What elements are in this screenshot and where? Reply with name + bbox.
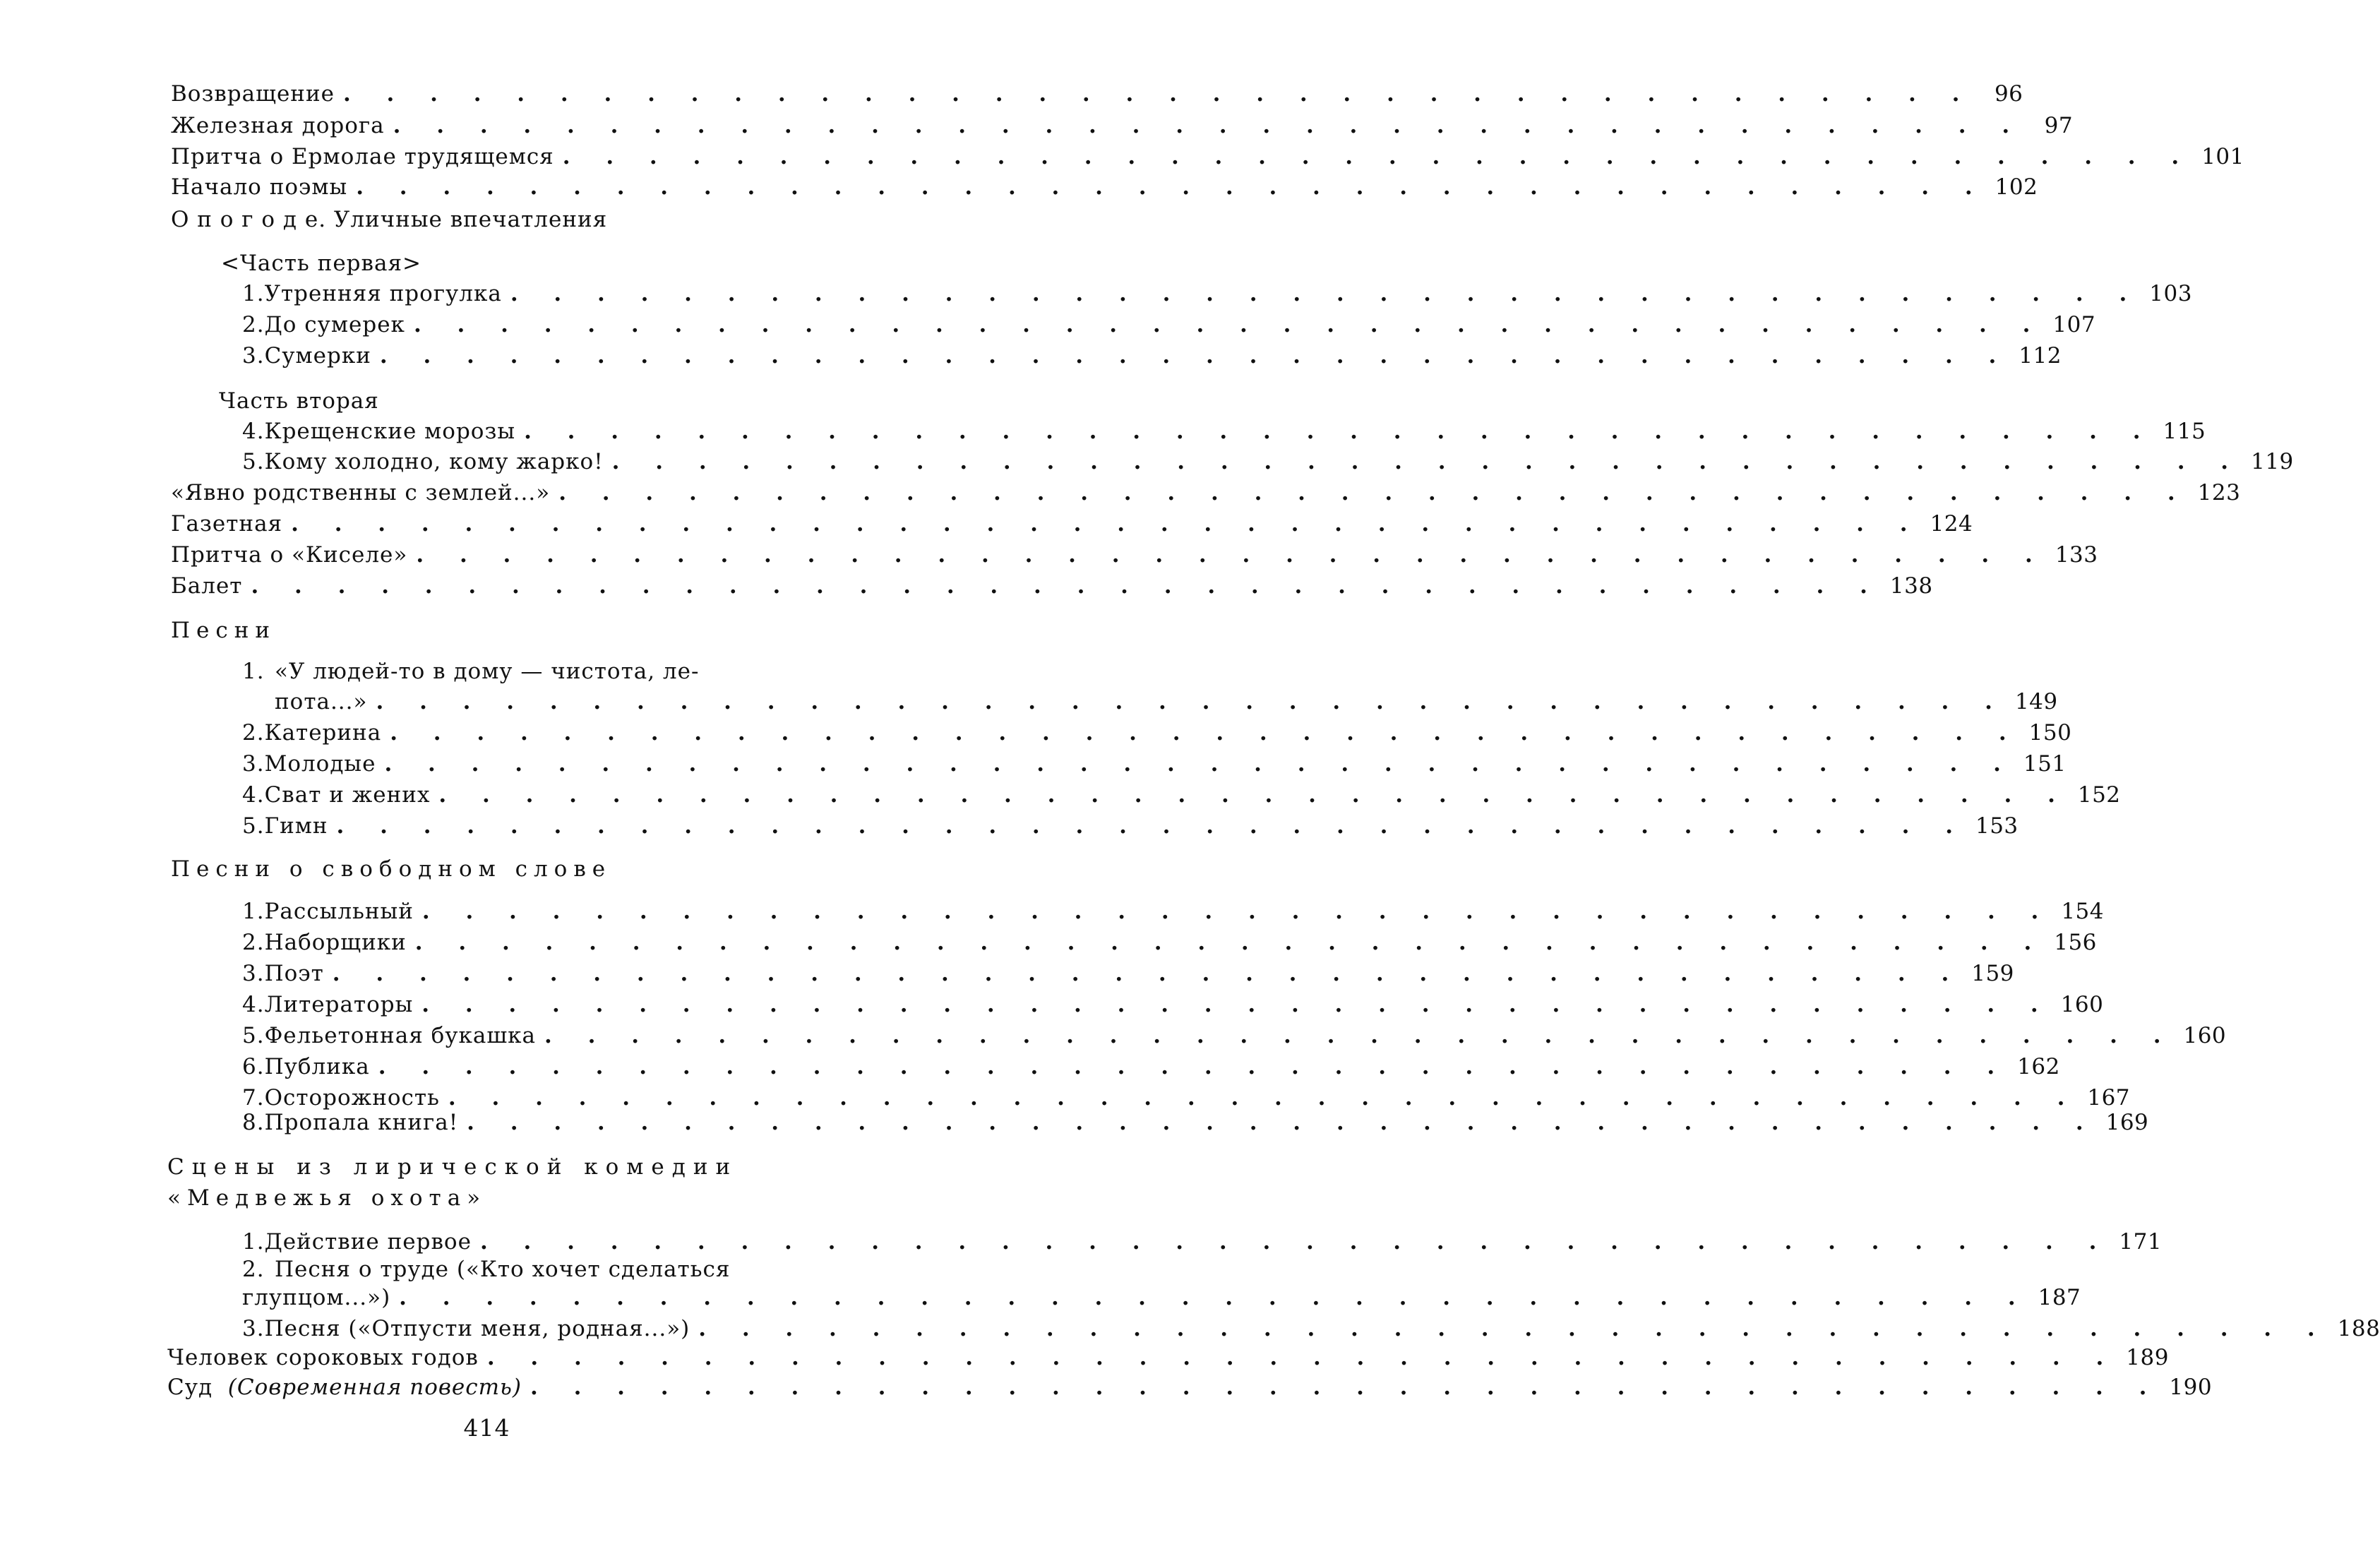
dot-leader: . . . . . . . . . . . . . . . . . . . . . . . . . . . . . . . . . . . . . . bbox=[524, 419, 2155, 444]
entry-page: 160 bbox=[2183, 1023, 2227, 1048]
dot-leader: . . . . . . . . . . . . . . . . . . . . . . . . . . . . . . . . . . . . . . bbox=[698, 1316, 2329, 1341]
toc-entry bbox=[171, 140, 2244, 173]
toc-entry bbox=[171, 78, 2023, 110]
toc-entry bbox=[167, 1341, 2169, 1374]
entry-title: Катерина bbox=[264, 720, 382, 746]
dot-leader: . . . . . . . . . . . . . . . . . . . . . . . . . . . . . . . . . . . . . . bbox=[479, 1229, 2111, 1255]
dot-leader: . . . . . . . . . . . . . . . . . . . . . . . . . . . . . . . . . . . . . . bbox=[390, 720, 2021, 746]
entry-number: 1. bbox=[242, 899, 265, 924]
entry-title: Осторожность bbox=[264, 1085, 440, 1111]
dot-leader: . . . . . . . . . . . . . . . . . . . . . . . . . . . . . . . . . . . . . . bbox=[291, 511, 1922, 537]
entry-page: 102 bbox=[1995, 174, 2038, 200]
entry-page: 123 bbox=[2197, 480, 2241, 505]
entry-number: 1. bbox=[242, 281, 265, 306]
dot-leader: . . . . . . . . . . . . . . . . . . . . . . . . . . . . . . . . . . . . . . bbox=[562, 144, 2194, 169]
entry-number: 4. bbox=[242, 992, 265, 1017]
entry-title: Песня о труде («Кто хочет сделаться bbox=[275, 1257, 731, 1282]
entry-page: 167 bbox=[2087, 1085, 2131, 1111]
entry-page: 159 bbox=[1971, 961, 2014, 986]
toc-entry bbox=[242, 1051, 2060, 1083]
toc-entry bbox=[242, 655, 734, 688]
entry-page: 152 bbox=[2077, 782, 2121, 808]
dot-leader: . . . . . . . . . . . . . . . . . . . . . . . . . . . . . . . . . . . . . . bbox=[448, 1085, 2079, 1111]
entry-title: Поэт bbox=[264, 961, 324, 986]
entry-number: 4. bbox=[242, 419, 265, 444]
entry-number: 3. bbox=[242, 961, 265, 986]
dot-leader: . . . . . . . . . . . . . . . . . . . . . . . . . . . . . . . . . . . . . . bbox=[332, 961, 1963, 986]
entry-title: Балет bbox=[171, 573, 243, 599]
toc-entry bbox=[242, 340, 2062, 372]
dot-leader: . . . . . . . . . . . . . . . . . . . . . . . . . . . . . . . . . . . . . . bbox=[376, 689, 2007, 714]
toc-entry bbox=[242, 717, 2072, 749]
toc-entry bbox=[242, 810, 2019, 842]
toc-entry bbox=[171, 539, 2098, 571]
entry-title: Литераторы bbox=[264, 992, 414, 1017]
dot-leader: . . . . . . . . . . . . . . . . . . . . . . . . . . . . . . . . . . . . . . bbox=[379, 343, 2011, 369]
entry-page: 124 bbox=[1930, 511, 1973, 537]
entry-number: 3. bbox=[242, 751, 265, 777]
toc-entry bbox=[275, 686, 2058, 718]
toc-entry bbox=[242, 895, 2104, 928]
entry-number: 7. bbox=[242, 1085, 265, 1111]
entry-title: пота...» bbox=[275, 689, 368, 714]
entry-page: 101 bbox=[2201, 144, 2244, 169]
dot-leader: . . . . . . . . . . . . . . . . . . . . . . . . . . . . . . . . . . . . . . bbox=[611, 449, 2243, 474]
toc-entry bbox=[242, 748, 2067, 780]
section-heading: Песни bbox=[171, 618, 277, 643]
section-heading: Сцены из лирической комедии bbox=[167, 1154, 738, 1180]
toc-entry bbox=[242, 988, 2104, 1021]
entry-title: Наборщики bbox=[264, 930, 407, 955]
dot-leader: . . . . . . . . . . . . . . . . . . . . . . . . . . . . . . . . . . . . . . bbox=[510, 281, 2141, 306]
part-heading: <Часть первая> bbox=[221, 251, 421, 276]
entry-number: 6. bbox=[242, 1054, 265, 1079]
dot-leader: . . . . . . . . . . . . . . . . . . . . . . . . . . . . . . . . . . . . . . bbox=[530, 1375, 2161, 1400]
entry-page: 133 bbox=[2055, 542, 2098, 568]
dot-leader: . . . . . . . . . . . . . . . . . . . . . . . . . . . . . . . . . . . . . . bbox=[378, 1054, 2009, 1079]
entry-page: 103 bbox=[2149, 281, 2192, 306]
entry-page: 107 bbox=[2052, 312, 2096, 337]
entry-title: До сумерек bbox=[264, 312, 405, 337]
entry-title: Сват и жених bbox=[264, 782, 431, 808]
section-heading: Песни о свободном слове bbox=[171, 856, 612, 882]
entry-subtitle: (Современная повесть) bbox=[227, 1375, 522, 1400]
entry-number: 5. bbox=[242, 813, 265, 839]
dot-leader: . . . . . . . . . . . . . . . . . . . . . . . . . . . . . . . . . . . . . . bbox=[413, 312, 2045, 337]
entry-number: 5. bbox=[242, 449, 265, 474]
entry-page: 153 bbox=[1975, 813, 2019, 839]
entry-page: 112 bbox=[2019, 343, 2062, 369]
entry-page: 154 bbox=[2061, 899, 2104, 924]
section-heading: «Медвежья охота» bbox=[167, 1185, 487, 1211]
entry-title: Сумерки bbox=[264, 343, 371, 369]
toc-entry bbox=[171, 508, 1973, 540]
entry-title: Фельетонная букашка bbox=[264, 1023, 537, 1048]
page-number: 414 bbox=[463, 1414, 510, 1442]
toc-entry bbox=[167, 1371, 2213, 1404]
toc-entry bbox=[242, 957, 2014, 990]
toc-entry bbox=[171, 109, 2074, 142]
entry-page: 187 bbox=[2038, 1285, 2081, 1310]
entry-page: 162 bbox=[2017, 1054, 2060, 1079]
toc-entry bbox=[242, 1019, 2227, 1052]
entry-title: «Явно родственны с землей...» bbox=[171, 480, 551, 505]
entry-title: Утренняя прогулка bbox=[264, 281, 502, 306]
entry-number: 2. bbox=[242, 720, 265, 746]
entry-number: 5. bbox=[242, 1023, 265, 1048]
entry-page: 160 bbox=[2060, 992, 2104, 1017]
dot-leader: . . . . . . . . . . . . . . . . . . . . . . . . . . . . . . . . . . . . . . bbox=[399, 1285, 2030, 1310]
dot-leader: . . . . . . . . . . . . . . . . . . . . . . . . . . . . . . . . . . . . . . bbox=[421, 992, 2052, 1017]
toc-entry bbox=[242, 926, 2097, 959]
entry-title: Притча о «Киселе» bbox=[171, 542, 408, 568]
entry-title: глупцом...») bbox=[242, 1285, 391, 1310]
entry-title: Публика bbox=[264, 1054, 370, 1079]
entry-page: 150 bbox=[2028, 720, 2072, 746]
entry-page: 149 bbox=[2014, 689, 2058, 714]
toc-entry bbox=[171, 171, 2038, 203]
toc-entry bbox=[242, 1106, 2149, 1139]
entry-number: 4. bbox=[242, 782, 265, 808]
entry-number: 2. bbox=[242, 312, 265, 337]
entry-number: 1. bbox=[242, 1229, 265, 1255]
toc-entry bbox=[242, 445, 2294, 478]
entry-number: 2. bbox=[242, 930, 265, 955]
dot-leader: . . . . . . . . . . . . . . . . . . . . . . . . . . . . . . . . . . . . . . bbox=[251, 573, 1882, 599]
entry-number: 3. bbox=[242, 1316, 265, 1341]
toc-entry bbox=[242, 779, 2121, 811]
entry-page: 96 bbox=[1994, 81, 2023, 107]
entry-title: Возвращение bbox=[171, 81, 335, 107]
entry-page: 190 bbox=[2169, 1375, 2213, 1400]
dot-leader: . . . . . . . . . . . . . . . . . . . . . . . . . . . . . . . . . . . . . . bbox=[384, 751, 2015, 777]
entry-title-main: Суд bbox=[167, 1375, 213, 1400]
entry-page: 151 bbox=[2023, 751, 2067, 777]
entry-title: Гимн bbox=[264, 813, 328, 839]
entry-title: Молодые bbox=[264, 751, 376, 777]
entry-title: «У людей-то в дому — чистота, ле- bbox=[275, 659, 700, 684]
entry-title: Кому холодно, кому жарко! bbox=[264, 449, 604, 474]
entry-title: Газетная bbox=[171, 511, 283, 537]
dot-leader: . . . . . . . . . . . . . . . . . . . . . . . . . . . . . . . . . . . . . . bbox=[438, 782, 2069, 808]
entry-number: 1. bbox=[242, 659, 265, 684]
entry-page: 97 bbox=[2044, 113, 2074, 138]
entry-title: Начало поэмы bbox=[171, 174, 348, 200]
dot-leader: . . . . . . . . . . . . . . . . . . . . . . . . . . . . . . . . . . . . . . bbox=[486, 1345, 2118, 1370]
entry-title: Песня («Отпусти меня, родная...») bbox=[264, 1316, 690, 1341]
dot-leader: . . . . . . . . . . . . . . . . . . . . . . . . . . . . . . . . . . . . . . bbox=[421, 899, 2053, 924]
entry-page: 189 bbox=[2126, 1345, 2169, 1370]
entry-page: 171 bbox=[2119, 1229, 2163, 1255]
toc-entry bbox=[242, 309, 2096, 341]
entry-number: 3. bbox=[242, 343, 265, 369]
toc-entry bbox=[242, 1312, 2380, 1345]
section-heading: О п о г о д е. Уличные впечатления bbox=[171, 207, 608, 232]
entry-number: 2. bbox=[242, 1257, 265, 1282]
entry-title: Притча о Ермолае трудящемся bbox=[171, 144, 554, 169]
dot-leader: . . . . . . . . . . . . . . . . . . . . . . . . . . . . . . . . . . . . . . bbox=[467, 1110, 2098, 1135]
entry-title: Человек сороковых годов bbox=[167, 1345, 479, 1370]
entry-title: Рассыльный bbox=[264, 899, 414, 924]
toc-entry bbox=[242, 1281, 2081, 1314]
dot-leader: . . . . . . . . . . . . . . . . . . . . . . . . . . . . . . . . . . . . . . bbox=[558, 480, 2189, 505]
entry-page: 119 bbox=[2251, 449, 2294, 474]
part-heading: Часть вторая bbox=[219, 388, 379, 414]
entry-title: Действие первое bbox=[264, 1229, 472, 1255]
entry-title: Крещенские морозы bbox=[264, 419, 516, 444]
entry-title: Железная дорога bbox=[171, 113, 385, 138]
entry-title bbox=[167, 1371, 522, 1404]
toc-entry bbox=[171, 477, 2241, 509]
entry-title: Пропала книга! bbox=[264, 1110, 459, 1135]
entry-page: 188 bbox=[2337, 1316, 2380, 1341]
dot-leader: . . . . . . . . . . . . . . . . . . . . . . . . . . . . . . . . . . . . . . bbox=[336, 813, 1967, 839]
dot-leader: . . . . . . . . . . . . . . . . . . . . . . . . . . . . . . . . . . . . . . bbox=[342, 81, 1974, 107]
entry-page: 156 bbox=[2054, 930, 2097, 955]
dot-leader: . . . . . . . . . . . . . . . . . . . . . . . . . . . . . . . . . . . . . . bbox=[356, 174, 1987, 200]
toc-entry bbox=[242, 415, 2206, 448]
entry-page: 138 bbox=[1889, 573, 1933, 599]
dot-leader: . . . . . . . . . . . . . . . . . . . . . . . . . . . . . . . . . . . . . . bbox=[393, 113, 2024, 138]
dot-leader: . . . . . . . . . . . . . . . . . . . . . . . . . . . . . . . . . . . . . . bbox=[414, 930, 2046, 955]
dot-leader: . . . . . . . . . . . . . . . . . . . . . . . . . . . . . . . . . . . . . . bbox=[416, 542, 2047, 568]
entry-number: 8. bbox=[242, 1110, 265, 1135]
entry-page: 115 bbox=[2163, 419, 2206, 444]
entry-page: 169 bbox=[2105, 1110, 2149, 1135]
dot-leader: . . . . . . . . . . . . . . . . . . . . . . . . . . . . . . . . . . . . . . bbox=[544, 1023, 2175, 1048]
toc-entry bbox=[242, 277, 2192, 310]
toc-entry bbox=[171, 570, 1933, 602]
